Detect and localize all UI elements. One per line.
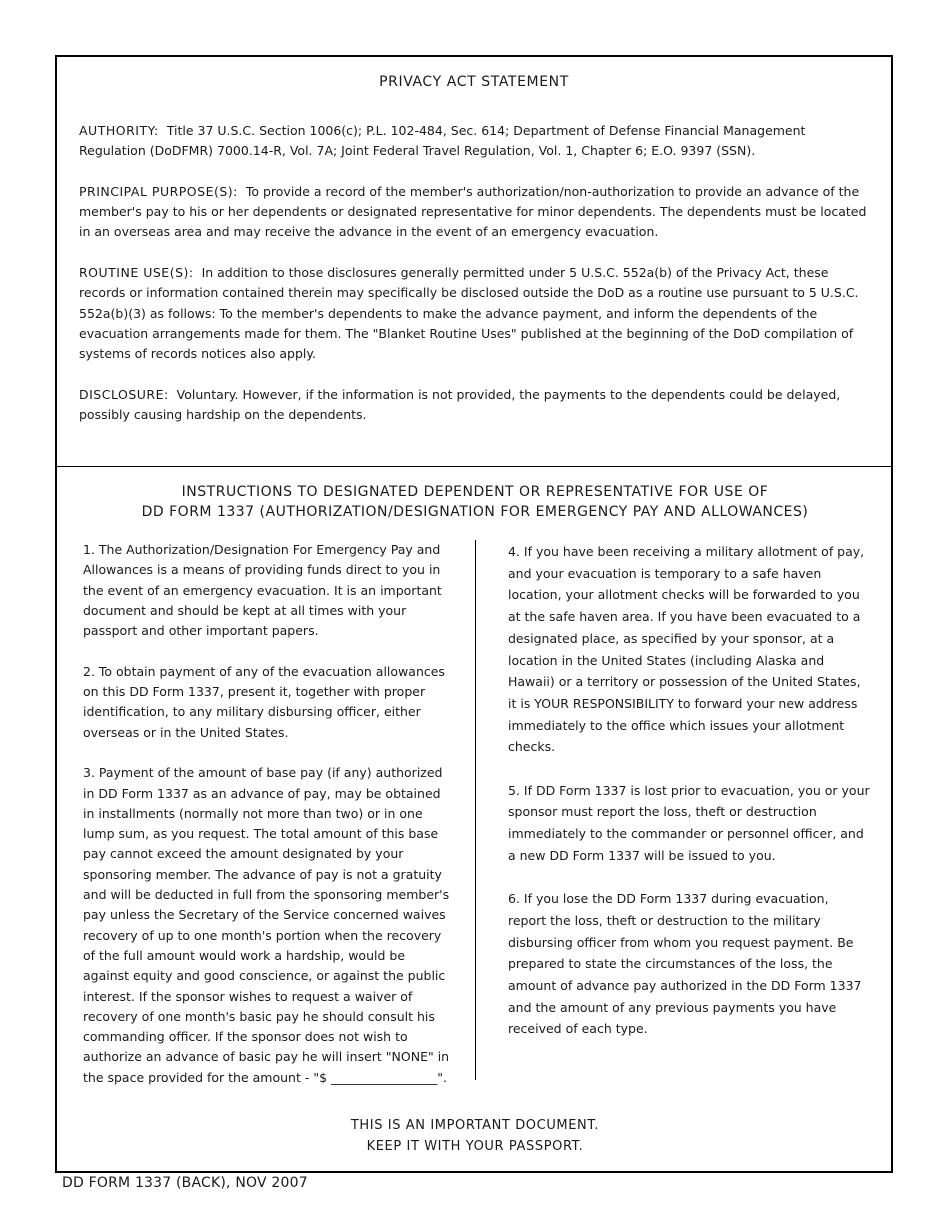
- principal-purpose-text: To provide a record of the member's authorization/non-authorization to provide an advance of the member's pay to his or her dependents or designated representative for minor dependents. The dependents must be located in an overseas area and may receive the advance in the event of an emergency evacuation.: [79, 183, 867, 240]
- disclosure-text: Voluntary. However, if the information is not provided, the payments to the dependents could be delayed, possibly causing hardship on the dependents.: [79, 386, 841, 423]
- privacy-act-section: [57, 57, 891, 467]
- important-note-line-1: THIS IS AN IMPORTANT DOCUMENT.: [350, 1118, 600, 1133]
- authority-label: AUTHORITY:: [79, 123, 159, 138]
- instruction-item-1: 1. The Authorization/Designation For Emergency Pay and Allowances is a means of providing funds direct to you in the event of an emergency evacuation. It is an important document and should be kept at all times with your passport and other important papers.: [83, 542, 442, 639]
- privacy-act-title: PRIVACY ACT STATEMENT: [379, 74, 569, 90]
- principal-purpose-paragraph: [79, 182, 875, 243]
- instruction-item-5: 5. If DD Form 1337 is lost prior to evacuation, you or your sponsor must report the loss, theft or destruction immediately to the commander or personnel officer, and a new DD Form 1337 will be issued to you.: [508, 782, 870, 863]
- instruction-item-2: 2. To obtain payment of any of the evacuation allowances on this DD Form 1337, present it, together with proper identification, to any military disbursing officer, either overseas or in the United States.: [83, 663, 445, 740]
- important-document-note: [0, 1115, 950, 1157]
- column-divider: [475, 540, 476, 1080]
- instructions-right-column: [508, 541, 870, 1062]
- authority-text: Title 37 U.S.C. Section 1006(c); P.L. 102-484, Sec. 614; Department of Defense Financial Management Regulation (DoDFMR) 7000.14-R, Vol. 7A; Joint Federal Travel Regulation, Vol. 1, Chapter 6; E.O. 9397 (SSN).: [79, 123, 806, 159]
- authority-paragraph: [79, 121, 875, 162]
- privacy-act-body: [79, 121, 875, 446]
- instructions-left-column: [83, 540, 455, 1108]
- important-note-line-2: KEEP IT WITH YOUR PASSPORT.: [366, 1139, 584, 1154]
- instructions-title: [0, 482, 950, 522]
- instruction-item-4: 4. If you have been receiving a military allotment of pay, and your evacuation is temporary to a safe haven location, your allotment checks will be forwarded to you at the safe haven area. If you have been evacuated to a designated place, as specified by your sponsor, at a location in the United States (including Alaska and Hawaii) or a territory or possession of the United States, it is YOUR RESPONSIBILITY to forward your new address immediately to the office which issues your allotment checks.: [508, 544, 865, 755]
- principal-purpose-label: PRINCIPAL PURPOSE(S):: [79, 183, 238, 199]
- instructions-title-line-1: INSTRUCTIONS TO DESIGNATED DEPENDENT OR REPRESENTATIVE FOR USE OF: [181, 484, 769, 500]
- instructions-title-line-2: DD FORM 1337 (AUTHORIZATION/DESIGNATION FOR EMERGENCY PAY AND ALLOWANCES): [141, 504, 809, 520]
- form-identifier: DD FORM 1337 (BACK), NOV 2007: [62, 1175, 308, 1191]
- disclosure-paragraph: [79, 385, 875, 426]
- disclosure-label: DISCLOSURE:: [79, 386, 169, 402]
- routine-uses-text: In addition to those disclosures generally permitted under 5 U.S.C. 552a(b) of the Privacy Act, these records or information contained therein may specifically be disclosed outside the DoD as a routine use pursuant to 5 U.S.C. 552a(b)(3) as follows: To the member's dependents to make the advance payment, and inform the dependents of the evacuation arrangements made for them. The "Blanket Routine Uses" published at the beginning of the DoD compilation of systems of records notices also apply.: [79, 265, 859, 362]
- instruction-item-6: 6. If you lose the DD Form 1337 during evacuation, report the loss, theft or destruction to the military disbursing officer from whom you request payment. Be prepared to state the circumstances of the loss, the amount of advance pay authorized in the DD Form 1337 and the amount of any previous payments you have received of each type.: [508, 891, 862, 1037]
- routine-uses-label: ROUTINE USE(S):: [79, 265, 194, 281]
- instruction-item-3: 3. Payment of the amount of base pay (if any) authorized in DD Form 1337 as an advance of pay, may be obtained in installments (normally not more than two) or in one lump sum, as you request. The total amount of this base pay cannot exceed the amount designated by your sponsoring member. The advance of pay is not a gratuity and will be deducted in full from the sponsoring member's pay unless the Secretary of the Service concerned waives recovery of up to one month's portion when the recovery of the full amount would work a hardship, would be against equity and good conscience, or against the public interest. If the sponsor wishes to request a waiver of recovery of one month's basic pay he should consult his commanding officer. If the sponsor does not wish to authorize an advance of basic pay he will insert "NONE" in the space provided for the amount - "$ _________________".: [83, 765, 450, 1085]
- routine-uses-paragraph: [79, 263, 875, 364]
